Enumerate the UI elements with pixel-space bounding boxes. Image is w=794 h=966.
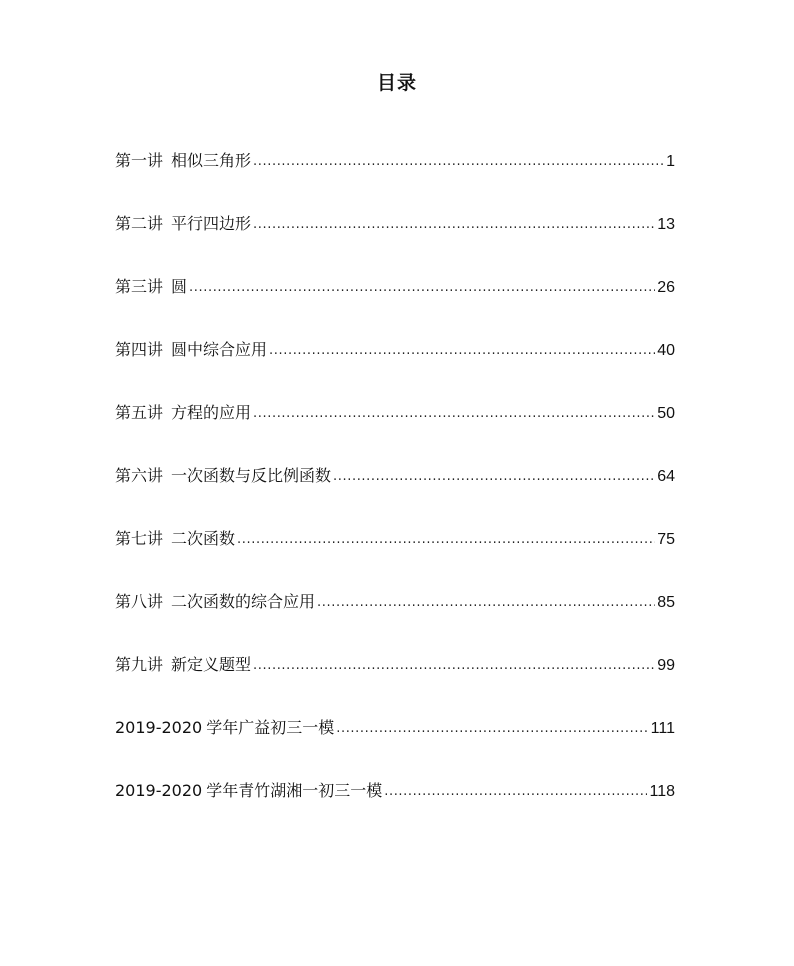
toc-entry-topic: 二次函数的综合应用 — [171, 592, 316, 611]
toc-entry-title — [115, 211, 251, 237]
toc-entry-title — [115, 274, 187, 300]
dot-leader — [336, 714, 648, 742]
table-of-contents — [115, 148, 675, 841]
toc-entry-page: 1 — [666, 153, 675, 170]
toc-entry-topic: 方程的应用 — [171, 403, 252, 422]
toc-entry-page: 40 — [657, 342, 675, 359]
toc-entry-label: 第六讲 — [115, 466, 164, 485]
toc-entry-page: 111 — [650, 720, 675, 737]
toc-entry-title — [115, 463, 331, 489]
dot-leader — [253, 651, 655, 679]
dot-leader — [269, 336, 655, 364]
toc-entry-label: 第八讲 — [115, 592, 164, 611]
toc-entry[interactable] — [115, 337, 675, 400]
toc-entry[interactable] — [115, 211, 675, 274]
toc-entry-page: 118 — [649, 783, 675, 800]
toc-entry[interactable] — [115, 526, 675, 589]
toc-entry-title — [115, 652, 251, 678]
toc-entry-label: 第三讲 — [115, 277, 164, 296]
toc-entry-title — [115, 148, 251, 174]
toc-entry[interactable] — [115, 652, 675, 715]
toc-entry-label: 第七讲 — [115, 529, 164, 548]
dot-leader — [333, 462, 655, 490]
toc-entry-label: 2019-2020 — [115, 781, 203, 800]
toc-entry-label: 第四讲 — [115, 340, 164, 359]
toc-entry-page: 26 — [657, 279, 675, 296]
toc-entry[interactable] — [115, 400, 675, 463]
toc-entry-page: 99 — [657, 657, 675, 674]
toc-entry-page: 85 — [657, 594, 675, 611]
toc-entry-topic: 新定义题型 — [171, 655, 252, 674]
toc-entry-page: 13 — [657, 216, 675, 233]
toc-entry[interactable] — [115, 274, 675, 337]
toc-entry-label: 2019-2020 — [115, 718, 203, 737]
dot-leader — [237, 525, 655, 553]
toc-entry[interactable] — [115, 715, 675, 778]
toc-entry-topic: 学年广益初三一模 — [206, 718, 335, 737]
toc-entry-title — [115, 526, 235, 552]
toc-entry-page: 64 — [657, 468, 675, 485]
toc-entry-label: 第二讲 — [115, 214, 164, 233]
toc-entry-title — [115, 715, 334, 741]
toc-entry-label: 第九讲 — [115, 655, 164, 674]
dot-leader — [384, 777, 647, 805]
toc-entry-label: 第一讲 — [115, 151, 164, 170]
toc-entry[interactable] — [115, 589, 675, 652]
toc-entry-topic: 二次函数 — [171, 529, 236, 548]
toc-entry-topic: 一次函数与反比例函数 — [171, 466, 332, 485]
toc-entry[interactable] — [115, 148, 675, 211]
toc-entry-label: 第五讲 — [115, 403, 164, 422]
toc-entry-topic: 圆 — [171, 277, 188, 296]
toc-entry-title — [115, 778, 382, 804]
dot-leader — [253, 210, 655, 238]
toc-entry-title — [115, 337, 267, 363]
dot-leader — [253, 399, 655, 427]
dot-leader — [253, 147, 664, 175]
toc-entry[interactable] — [115, 463, 675, 526]
toc-entry-page: 75 — [657, 531, 675, 548]
toc-entry-topic: 相似三角形 — [171, 151, 252, 170]
dot-leader — [189, 273, 655, 301]
toc-entry-topic: 圆中综合应用 — [171, 340, 268, 359]
toc-entry-title — [115, 589, 315, 615]
toc-entry[interactable] — [115, 778, 675, 841]
toc-entry-topic: 学年青竹湖湘一初三一模 — [206, 781, 383, 800]
dot-leader — [317, 588, 655, 616]
toc-entry-page: 50 — [657, 405, 675, 422]
page-title: 目录 — [376, 72, 417, 94]
toc-entry-title — [115, 400, 251, 426]
toc-entry-topic: 平行四边形 — [171, 214, 252, 233]
